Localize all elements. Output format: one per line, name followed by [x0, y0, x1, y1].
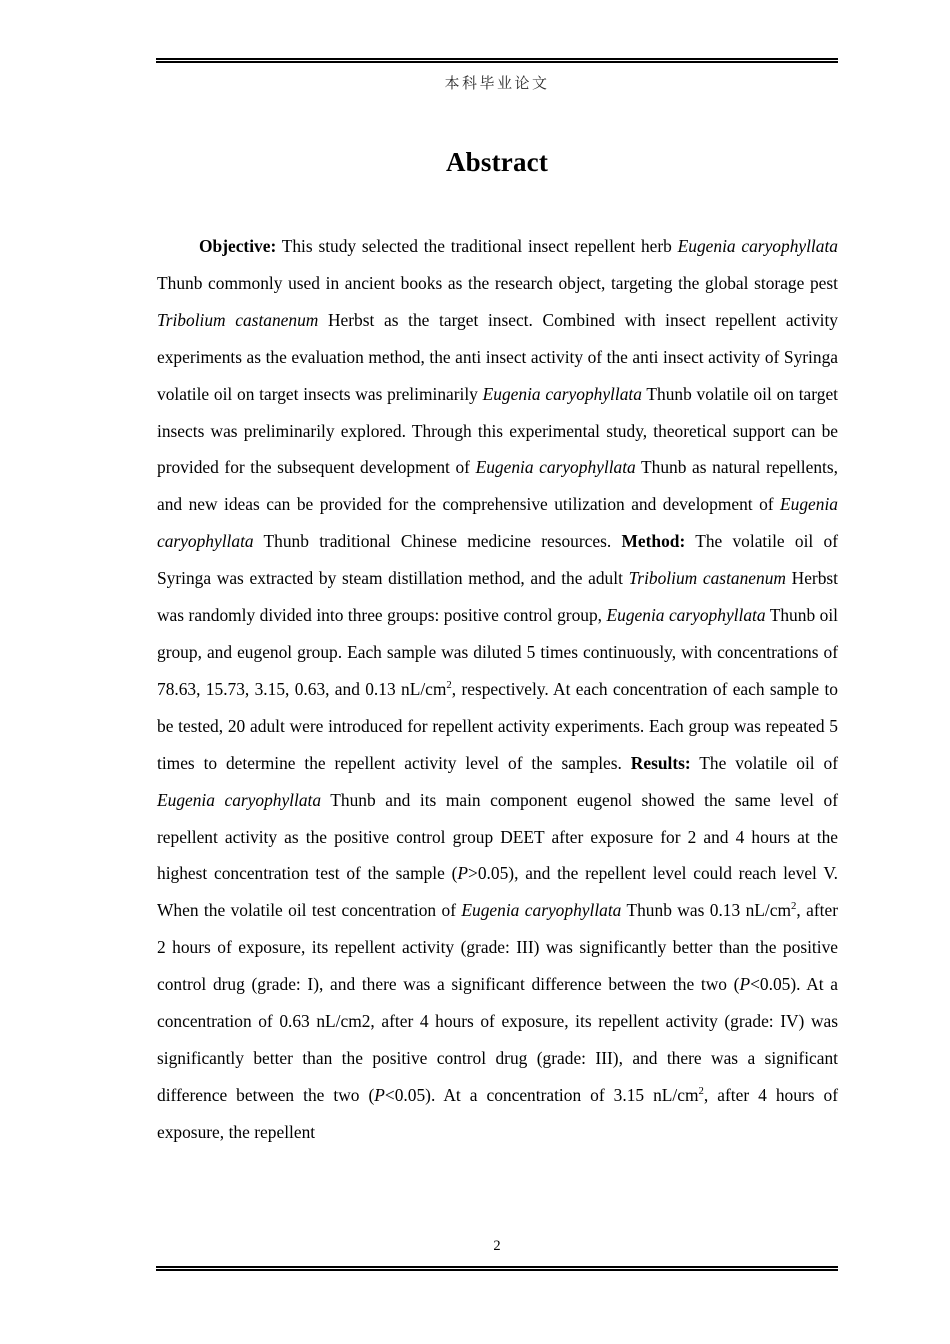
results-text-3: >0.05), and the repellent level could reach level V. When the volatile oil test concentration of: [157, 863, 838, 921]
species-eugenia-3: Eugenia caryophyllata: [475, 457, 636, 478]
footer-rule: [156, 1266, 838, 1271]
results-text-7: <0.05). At a concentration of 3.15 nL/cm: [384, 1084, 699, 1105]
method-label: Method:: [621, 531, 686, 552]
objective-text-2: Thunb commonly used in ancient books as the research object, targeting the global storage pest: [157, 272, 838, 293]
page-header: [156, 58, 838, 94]
p-value-symbol-3: P: [374, 1084, 385, 1105]
species-tribolium-1: Tribolium castanenum: [157, 309, 319, 330]
results-text-1: The volatile oil of: [690, 752, 838, 773]
results-text-4: Thunb was 0.13 nL/cm: [621, 900, 791, 921]
superscript-square-a: 2: [446, 679, 452, 692]
objective-text-6: Thunb traditional Chinese medicine resources.: [253, 531, 622, 552]
species-eugenia-7: Eugenia caryophyllata: [461, 900, 622, 921]
species-eugenia-1: Eugenia caryophyllata: [677, 236, 838, 256]
method-text-1: The volatile oil of Syringa was extracted by steam distillation method, and the adult: [157, 531, 839, 589]
objective-text-1: This study selected the traditional insect repellent herb: [276, 236, 678, 256]
running-head-text: 本科毕业论文: [444, 74, 550, 92]
objective-label: Objective:: [199, 236, 277, 256]
results-text-6: <0.05). At a concentration of 0.63 nL/cm2, after 4 hours of exposure, its repellent activity (grade: IV) was significantly better than the positive control drug (grade: III), and there was a significant difference between the two (: [157, 974, 838, 1105]
method-text-2: Herbst was randomly divided into three groups: positive control group,: [157, 568, 839, 626]
superscript-square-b: 2: [791, 900, 797, 913]
results-text-5: , after 2 hours of exposure, its repellent activity (grade: III) was significantly better than the positive control drug (grade: I), and there was a significant difference between the two (: [157, 900, 838, 995]
species-eugenia-2: Eugenia caryophyllata: [482, 383, 642, 404]
objective-text-5: Thunb as natural repellents, and new ideas can be provided for the comprehensive utilization and development of: [157, 457, 838, 515]
species-eugenia-5: Eugenia caryophyllata: [606, 605, 766, 626]
method-text-3: Thunb oil group, and eugenol group. Each sample was diluted 5 times continuously, with concentrations of 78.63, 15.73, 3.15, 0.63, and 0.13 nL/cm: [157, 605, 838, 699]
p-value-symbol-1: P: [457, 863, 469, 884]
superscript-square-c: 2: [698, 1085, 704, 1098]
abstract-body: [157, 228, 838, 1151]
species-eugenia-6: Eugenia caryophyllata: [157, 789, 322, 810]
species-tribolium-2: Tribolium castanenum: [628, 568, 786, 589]
page-title: Abstract: [445, 147, 549, 177]
results-label: Results:: [630, 752, 691, 773]
objective-text-3: Herbst as the target insect. Combined with insect repellent activity experiments as the evaluation method, the anti insect activity of the anti insect activity of Syringa volatile oil on target insects was preliminarily: [157, 309, 839, 404]
method-text-4: , respectively. At each concentration of each sample to be tested, 20 adult were introduced for repellent activity experiments. Each group was repeated 5 times to determine the repellent activity level of the samples.: [157, 678, 838, 773]
results-text-8: , after 4 hours of exposure, the repellent: [157, 1084, 838, 1142]
p-value-symbol-2: P: [739, 974, 751, 995]
page-footer: [156, 1236, 838, 1271]
objective-text-4: Thunb volatile oil on target insects was preliminarily explored. Through this experimental study, theoretical support can be provided for the subsequent development of: [157, 383, 838, 478]
abstract-paragraph: [157, 228, 838, 1151]
header-rule: [156, 58, 838, 63]
results-text-2: Thunb and its main component eugenol showed the same level of repellent activity as the positive control group DEET after exposure for 2 and 4 hours at the highest concentration test of the sample (: [157, 789, 838, 884]
species-eugenia-4: Eugenia caryophyllata: [157, 494, 838, 552]
page-number: 2: [493, 1238, 501, 1254]
